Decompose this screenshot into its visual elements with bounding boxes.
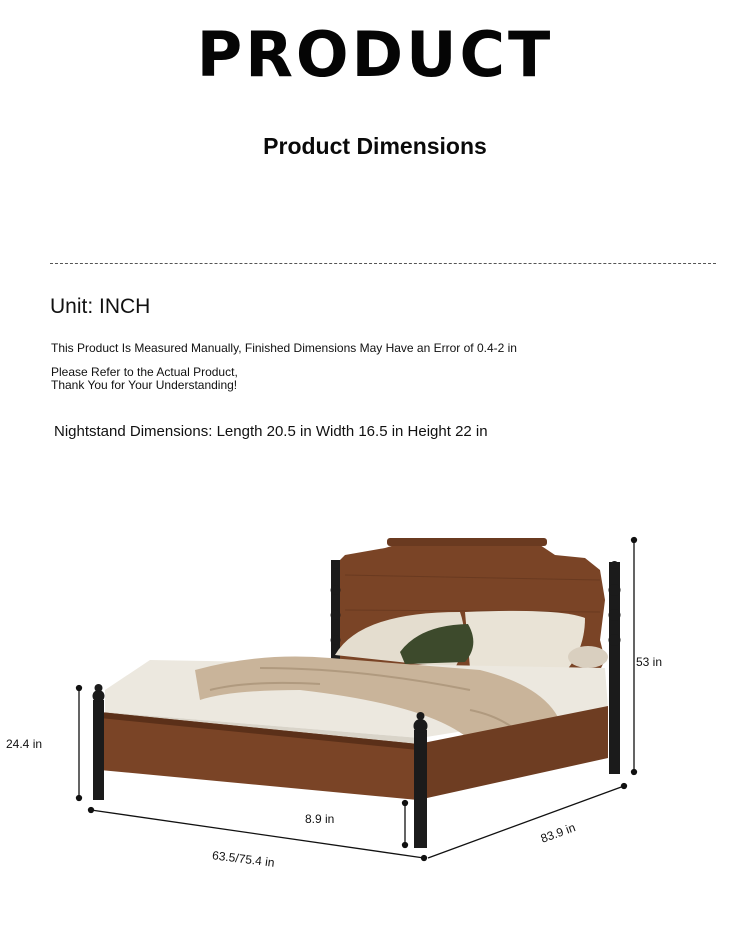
leg-height-label: 8.9 in [305, 812, 335, 826]
width-label: 63.5/75.4 in [211, 848, 276, 870]
length-label: 83.9 in [538, 820, 578, 846]
refer-note [51, 366, 238, 392]
footboard-post-right [414, 712, 428, 848]
page-title: PRODUCT [196, 18, 554, 91]
total-height-label: 53 in [636, 655, 663, 669]
bed-illustration [0, 480, 750, 952]
refer-note-line2: Thank You for Your Understanding! [51, 378, 238, 392]
nightstand-dimensions: Nightstand Dimensions: Length 20.5 in Width 16.5 in Height 22 in [54, 423, 488, 440]
section-subtitle: Product Dimensions [263, 133, 487, 159]
footboard-height-label: 24.4 in [6, 737, 43, 751]
refer-note-line1: Please Refer to the Actual Product, [51, 365, 238, 379]
measurement-note: This Product Is Measured Manually, Finished Dimensions May Have an Error of 0.4-2 in [51, 341, 517, 355]
headboard-post-right [609, 561, 621, 774]
dashed-divider [50, 263, 716, 264]
unit-label: Unit: INCH [50, 295, 151, 318]
footboard-post-left [93, 684, 105, 800]
